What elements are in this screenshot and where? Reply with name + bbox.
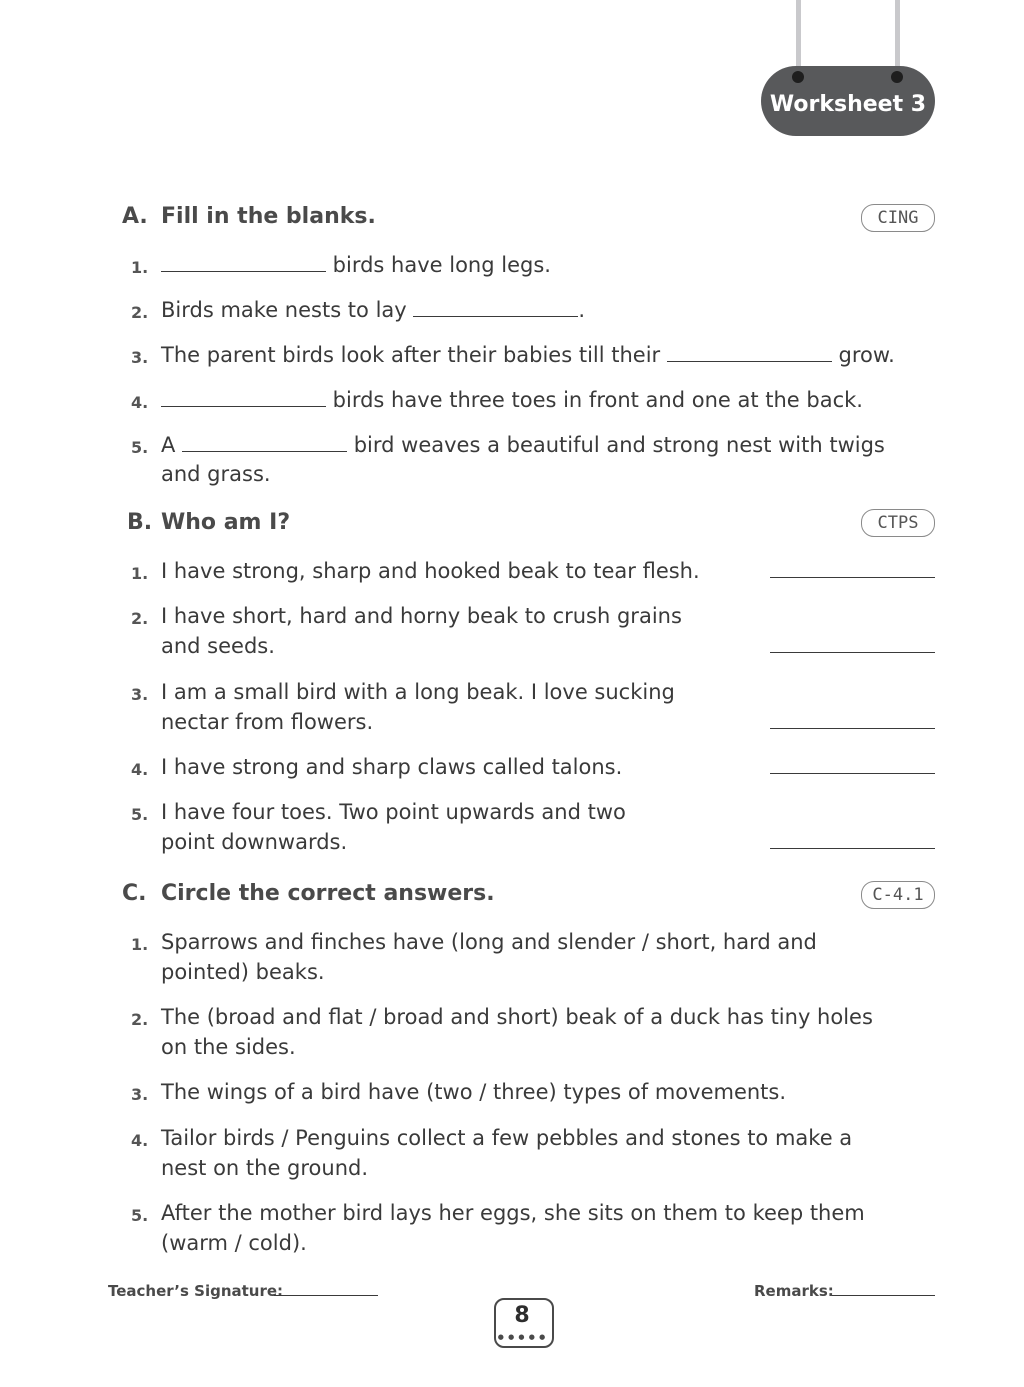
a-item-3 <box>161 340 895 370</box>
a-item-5-before: A <box>161 433 183 457</box>
teacher-signature-label: Teacher’s Signature: <box>108 1282 284 1300</box>
a-item-3-after: grow. <box>831 343 895 367</box>
c-item-5-text: After the mother bird lays her eggs, she sits on them to keep them <box>161 1201 865 1225</box>
b-item-2-text-line2: and seeds. <box>161 634 275 658</box>
remarks-line[interactable] <box>832 1295 935 1296</box>
remarks-label: Remarks: <box>754 1282 834 1300</box>
a-item-2-number: 2. <box>131 303 149 322</box>
b-item-5-text-line2: point downwards. <box>161 830 348 854</box>
b-item-2-text: I have short, hard and horny beak to crush grains <box>161 604 682 628</box>
section-c-title: Circle the correct answers. <box>161 881 495 906</box>
a-item-2 <box>161 295 585 325</box>
a-item-1-after: birds have long legs. <box>326 253 551 277</box>
a-item-1-number: 1. <box>131 258 149 277</box>
b-item-2-answer-line[interactable] <box>770 652 935 653</box>
section-b-badge: CTPS <box>861 509 935 537</box>
a-item-5-blank[interactable] <box>182 431 347 452</box>
c-item-3-text[interactable]: The wings of a bird have (two / three) types of movements. <box>161 1080 787 1104</box>
b-item-3-answer-line[interactable] <box>770 728 935 729</box>
c-item-2-text[interactable]: The (broad and flat / broad and short) beak of a duck has tiny holes <box>161 1005 873 1029</box>
section-a-letter: A. <box>122 204 148 229</box>
c-item-1-number: 1. <box>131 935 149 954</box>
b-item-1-answer-line[interactable] <box>770 577 935 578</box>
a-item-5-number: 5. <box>131 438 149 457</box>
tag-pin-right <box>891 71 903 83</box>
page-number: 8 <box>514 1303 530 1328</box>
b-item-1-text: I have strong, sharp and hooked beak to tear flesh. <box>161 559 700 583</box>
a-item-2-after: . <box>578 298 586 322</box>
b-item-4-text: I have strong and sharp claws called talons. <box>161 755 623 779</box>
a-item-1-blank[interactable] <box>161 251 326 272</box>
b-item-3-text: I am a small bird with a long beak. I love sucking <box>161 680 675 704</box>
c-item-4-text[interactable]: Tailor birds / Penguins collect a few pebbles and stones to make a <box>161 1126 853 1150</box>
a-item-4-blank[interactable] <box>161 386 326 407</box>
section-a-badge: CING <box>861 204 935 232</box>
page-box-dots-icon: ● ● ● ● ● <box>497 1333 547 1341</box>
tag-pin-left <box>792 71 804 83</box>
worksheet-title: Worksheet 3 <box>769 92 927 117</box>
a-item-3-blank[interactable] <box>667 341 832 362</box>
a-item-2-before: Birds make nests to lay <box>161 298 414 322</box>
section-a-title: Fill in the blanks. <box>161 204 376 229</box>
a-item-5-line2: and grass. <box>161 462 271 486</box>
a-item-4 <box>161 385 863 415</box>
b-item-1-number: 1. <box>131 564 149 583</box>
a-item-1 <box>161 250 551 280</box>
c-item-3-number: 3. <box>131 1085 149 1104</box>
c-item-1-text[interactable]: Sparrows and finches have (long and slender / short, hard and <box>161 930 817 954</box>
c-item-5-number: 5. <box>131 1206 149 1225</box>
b-item-5-answer-line[interactable] <box>770 848 935 849</box>
a-item-2-blank[interactable] <box>413 296 578 317</box>
section-c-badge: C-4.1 <box>861 881 935 909</box>
b-item-4-answer-line[interactable] <box>770 773 935 774</box>
c-item-2-text-line2: on the sides. <box>161 1035 296 1059</box>
a-item-4-number: 4. <box>131 393 149 412</box>
b-item-4-number: 4. <box>131 760 149 779</box>
a-item-3-before: The parent birds look after their babies till their <box>161 343 667 367</box>
c-item-4-number: 4. <box>131 1131 149 1150</box>
b-item-3-text-line2: nectar from flowers. <box>161 710 374 734</box>
teacher-signature-line[interactable] <box>274 1295 378 1296</box>
a-item-3-number: 3. <box>131 348 149 367</box>
c-item-2-number: 2. <box>131 1010 149 1029</box>
b-item-3-number: 3. <box>131 685 149 704</box>
section-c-letter: C. <box>122 881 147 906</box>
section-b-letter: B. <box>127 510 153 535</box>
c-item-1-text-line2[interactable]: pointed) beaks. <box>161 960 325 984</box>
a-item-4-after: birds have three toes in front and one at the back. <box>326 388 863 412</box>
a-item-5-after: bird weaves a beautiful and strong nest with twigs <box>347 433 885 457</box>
a-item-5 <box>161 430 885 460</box>
c-item-4-text-line2: nest on the ground. <box>161 1156 369 1180</box>
b-item-5-text: I have four toes. Two point upwards and two <box>161 800 626 824</box>
b-item-5-number: 5. <box>131 805 149 824</box>
b-item-2-number: 2. <box>131 609 149 628</box>
section-b-title: Who am I? <box>161 510 291 535</box>
c-item-5-text-line2[interactable]: (warm / cold). <box>161 1231 307 1255</box>
